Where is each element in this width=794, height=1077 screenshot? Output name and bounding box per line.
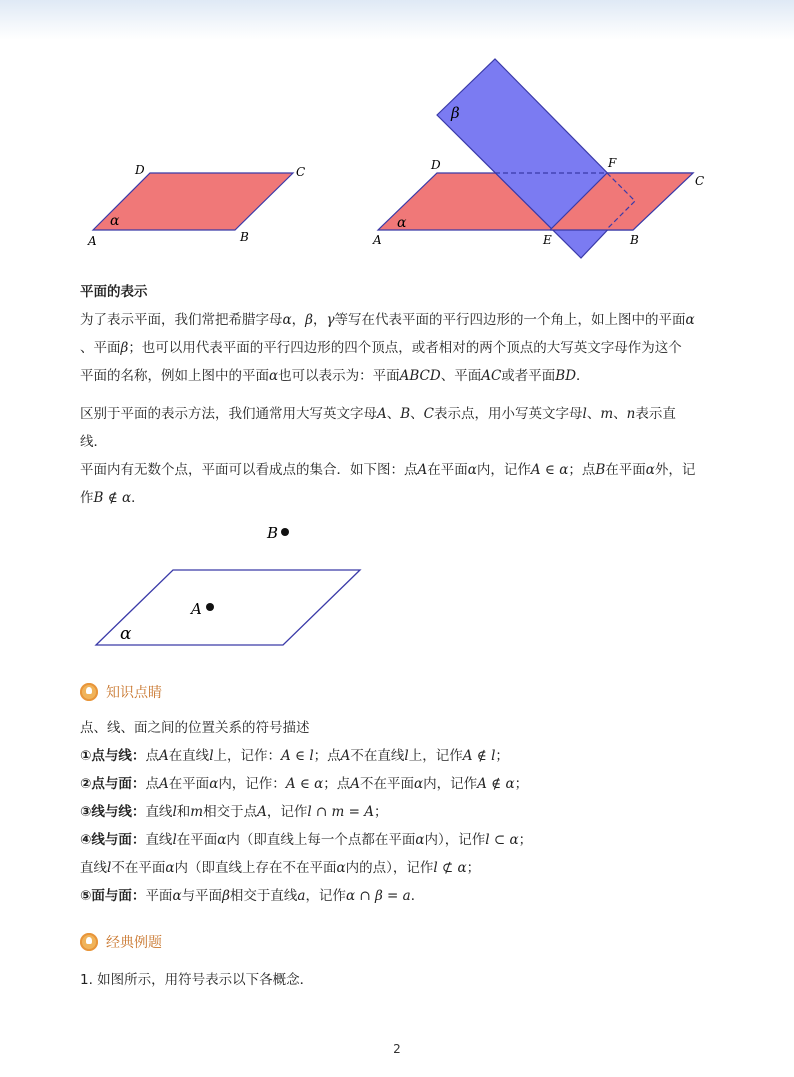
paragraph-line: 平面的名称，例如上图中的平面α也可以表示为：平面ABCD、平面AC或者平面BD． bbox=[80, 368, 590, 384]
section-heading-plane-representation: 平面的表示 bbox=[80, 284, 148, 300]
label-F: F bbox=[608, 156, 617, 170]
knowledge-heading: 知识点睛 bbox=[80, 681, 162, 703]
point-A bbox=[206, 603, 214, 611]
paragraph-line: 、平面β；也可以用代表平面的平行四边形的四个顶点，或者相对的两个顶点的大写英文字母作为这个 bbox=[80, 340, 682, 356]
label-E: E bbox=[543, 233, 552, 247]
points-plane-figure bbox=[90, 515, 370, 655]
knowledge-intro: 点、线、面之间的位置关系的符号描述 bbox=[80, 720, 310, 736]
paragraph-line: 为了表示平面，我们常把希腊字母α，β，γ等写在代表平面的平行四边形的一个角上，如上图中的平面α bbox=[80, 312, 695, 328]
knowledge-item: ①点与线：点A在直线l上，记作：A ∈ l；点A不在直线l上，记作A ∉ l； bbox=[80, 748, 509, 764]
knowledge-item: ⑤面与面：平面α与平面β相交于直线a，记作α ∩ β = a． bbox=[80, 888, 425, 904]
label-A: A bbox=[191, 600, 202, 618]
page-number: 2 bbox=[393, 1042, 401, 1056]
point-B bbox=[281, 528, 289, 536]
label-B: B bbox=[240, 230, 249, 244]
label-D: D bbox=[431, 158, 441, 172]
paragraph-line: 线． bbox=[80, 434, 107, 450]
knowledge-item: ③线与线：直线l和m相交于点A，记作l ∩ m = A； bbox=[80, 804, 388, 820]
paragraph-line: 平面内有无数个点，平面可以看成点的集合．如下图：点A在平面α内，记作A ∈ α；点B在平面α外，记 bbox=[80, 462, 696, 478]
header-band bbox=[0, 0, 794, 40]
knowledge-item: ②点与面：点A在平面α内，记作：A ∈ α；点A不在平面α内，记作A ∉ α； bbox=[80, 776, 529, 792]
knowledge-item: 直线l不在平面α内（即直线上存在不在平面α内的点），记作l ⊄ α； bbox=[80, 860, 481, 876]
label-C: C bbox=[296, 165, 306, 179]
label-B: B bbox=[267, 524, 279, 542]
paragraph-line: 作B ∉ α． bbox=[80, 490, 145, 506]
knowledge-item: ④线与面：直线l在平面α内（即直线上每一个点都在平面α内），记作l ⊂ α； bbox=[80, 832, 533, 848]
plane-alpha-outline bbox=[96, 570, 360, 645]
label-alpha: α bbox=[110, 213, 120, 229]
paragraph-line: 区别于平面的表示方法，我们通常用大写英文字母A、B、C表示点，用小写英文字母l、m、n表示直 bbox=[80, 406, 676, 422]
label-D: D bbox=[135, 163, 145, 177]
label-alpha: α bbox=[120, 624, 132, 644]
label-C: C bbox=[695, 174, 705, 188]
plane-abcd-figure bbox=[80, 155, 320, 250]
example-question: 1. 如图所示，用符号表示以下各概念． bbox=[80, 972, 314, 988]
two-planes-figure bbox=[365, 55, 710, 265]
label-B: B bbox=[630, 233, 639, 247]
label-A: A bbox=[373, 233, 382, 247]
plane-alpha-shape bbox=[93, 173, 293, 230]
label-A: A bbox=[88, 234, 97, 248]
lightbulb-icon bbox=[80, 933, 98, 951]
label-beta: β bbox=[451, 104, 460, 122]
lightbulb-icon bbox=[80, 683, 98, 701]
examples-heading: 经典例题 bbox=[80, 931, 162, 953]
label-alpha: α bbox=[397, 215, 407, 231]
